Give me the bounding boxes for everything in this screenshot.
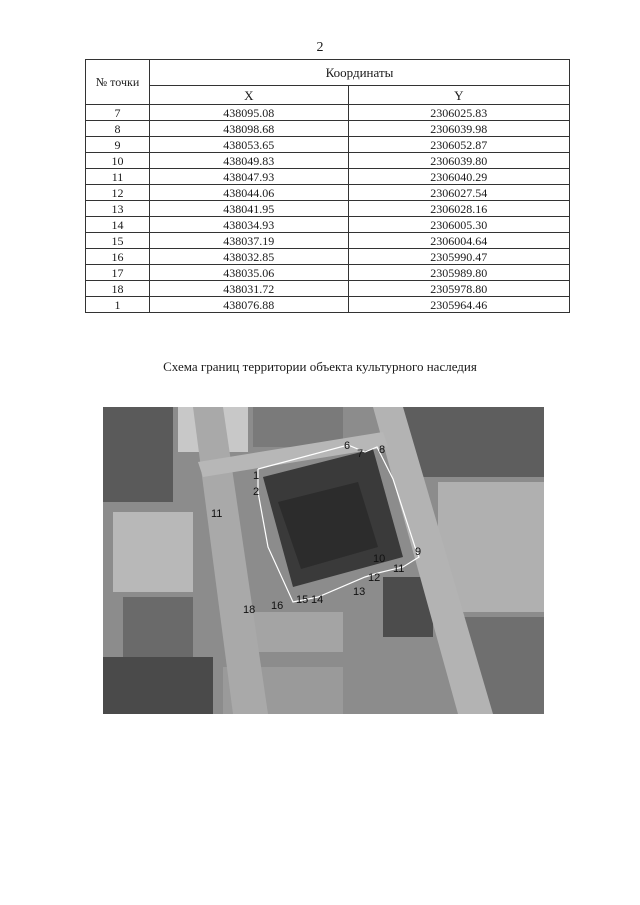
point-cell: 11: [86, 169, 150, 185]
x-cell: 438098.68: [150, 121, 349, 137]
map-label: 18: [243, 604, 256, 616]
point-cell: 15: [86, 233, 150, 249]
header-y: Y: [348, 86, 569, 105]
x-cell: 438035.06: [150, 265, 349, 281]
table-row: [86, 297, 570, 313]
x-cell: 438044.06: [150, 185, 349, 201]
y-cell: 2306005.30: [348, 217, 569, 233]
x-cell: 438053.65: [150, 137, 349, 153]
table-row: [86, 265, 570, 281]
map-label: 6: [344, 440, 351, 452]
boundary-map: [103, 407, 544, 714]
table-row: [86, 281, 570, 297]
map-label: 1: [253, 470, 260, 482]
map-label: 15: [296, 594, 309, 606]
x-cell: 438049.83: [150, 153, 349, 169]
map-label: 7: [357, 448, 364, 460]
map-label: 10: [373, 553, 386, 565]
aerial-photo: [103, 407, 544, 714]
table-row: [86, 233, 570, 249]
table-row: [86, 185, 570, 201]
x-cell: 438095.08: [150, 105, 349, 121]
map-label: 13: [353, 586, 366, 598]
point-cell: 10: [86, 153, 150, 169]
table-row: [86, 137, 570, 153]
table-row: [86, 153, 570, 169]
header-point-number: № точки: [86, 60, 150, 105]
y-cell: 2306040.29: [348, 169, 569, 185]
y-cell: 2306039.80: [348, 153, 569, 169]
table-row: [86, 249, 570, 265]
table-row: [86, 121, 570, 137]
point-cell: 13: [86, 201, 150, 217]
header-x: X: [150, 86, 349, 105]
y-cell: 2305978.80: [348, 281, 569, 297]
coordinates-table: [85, 59, 570, 313]
map-caption: Схема границ территории объекта культурного наследия: [163, 359, 477, 374]
y-cell: 2305989.80: [348, 265, 569, 281]
x-cell: 438034.93: [150, 217, 349, 233]
x-cell: 438047.93: [150, 169, 349, 185]
x-cell: 438037.19: [150, 233, 349, 249]
point-cell: 17: [86, 265, 150, 281]
y-cell: 2306004.64: [348, 233, 569, 249]
y-cell: 2306028.16: [348, 201, 569, 217]
table-row: [86, 201, 570, 217]
x-cell: 438041.95: [150, 201, 349, 217]
point-cell: 8: [86, 121, 150, 137]
y-cell: 2306027.54: [348, 185, 569, 201]
table-row: [86, 217, 570, 233]
y-cell: 2305990.47: [348, 249, 569, 265]
map-label: 9: [415, 546, 422, 558]
map-label: 16: [271, 600, 284, 612]
x-cell: 438031.72: [150, 281, 349, 297]
page-number: 2: [316, 40, 324, 55]
table-row: [86, 169, 570, 185]
point-cell: 16: [86, 249, 150, 265]
map-label: 12: [368, 572, 381, 584]
header-coordinates: Координаты: [150, 60, 570, 86]
point-cell: 12: [86, 185, 150, 201]
y-cell: 2306025.83: [348, 105, 569, 121]
coordinates-table-body: [86, 105, 570, 313]
y-cell: 2305964.46: [348, 297, 569, 313]
map-label: 14: [311, 594, 324, 606]
point-cell: 1: [86, 297, 150, 313]
map-label: 11: [211, 508, 223, 520]
point-cell: 9: [86, 137, 150, 153]
y-cell: 2306052.87: [348, 137, 569, 153]
point-cell: 7: [86, 105, 150, 121]
x-cell: 438032.85: [150, 249, 349, 265]
map-label: 2: [253, 486, 260, 498]
table-row: [86, 105, 570, 121]
map-label: 11: [393, 563, 405, 575]
point-cell: 18: [86, 281, 150, 297]
y-cell: 2306039.98: [348, 121, 569, 137]
point-cell: 14: [86, 217, 150, 233]
x-cell: 438076.88: [150, 297, 349, 313]
map-label: 8: [379, 444, 386, 456]
